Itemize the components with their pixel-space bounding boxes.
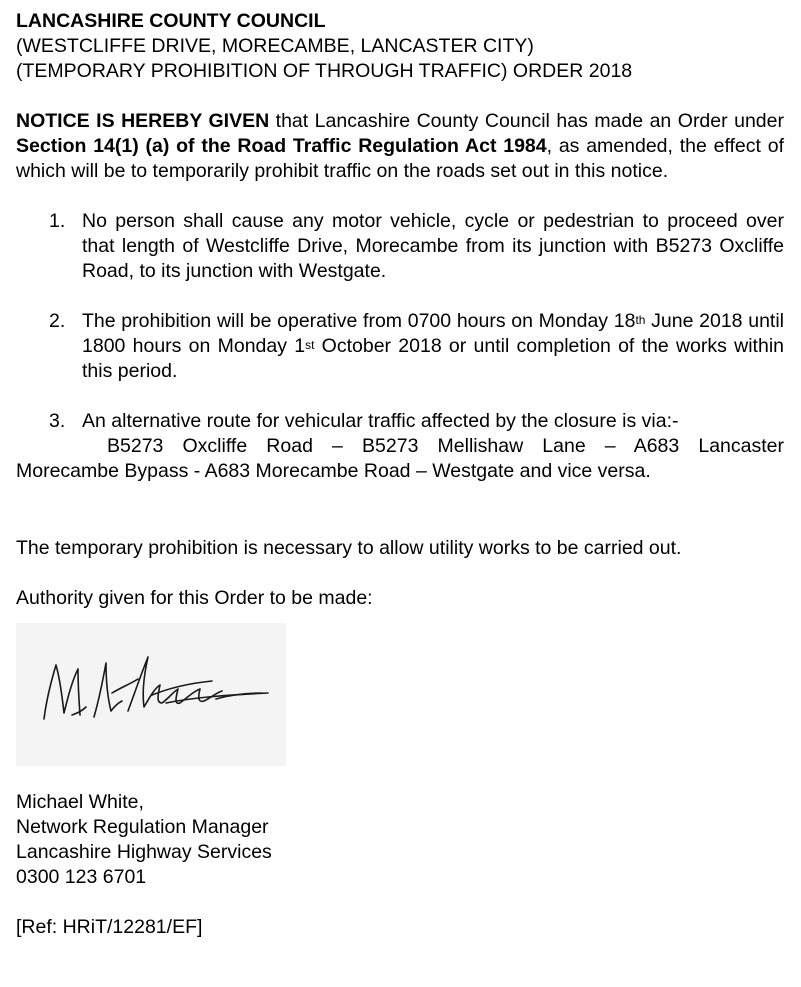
item-number: 1. [49, 210, 66, 232]
signature-image [16, 623, 286, 766]
notice-section: Section 14(1) (a) of the Road Traffic Regulation Act 1984 [16, 135, 547, 157]
council-title: LANCASHIRE COUNTY COUNCIL [16, 10, 326, 32]
signatory-phone: 0300 123 6701 [16, 866, 147, 888]
notice-text-2: , as amended, the effect of which will be to temporarily prohibit traffic on the roads set out in this notice. [16, 135, 784, 182]
item-text-part-1: The prohibition will be operative from 0700 hours on Monday 18 [82, 310, 636, 332]
order-item [16, 409, 784, 434]
item-number: 3. [49, 410, 66, 432]
notice-paragraph [16, 109, 784, 184]
reference: [Ref: HRiT/12281/EF] [16, 916, 203, 938]
order-item [16, 309, 784, 384]
order-items [16, 209, 784, 434]
signatory-organisation: Lancashire Highway Services [16, 841, 272, 863]
item-text-part-3: October 2018 or until completion of the works within this period. [82, 335, 784, 382]
signatory-name: Michael White, [16, 791, 144, 813]
route-line-1: B5273 Oxcliffe Road – B5273 Mellishaw Lane – A683 Lancaster [107, 435, 784, 457]
item-text: No person shall cause any motor vehicle, cycle or pedestrian to proceed over that length of Westcliffe Drive, Morecambe from its junction with B5273 Oxcliffe Road, to its junction with Westgate. [82, 210, 784, 282]
ordinal-suffix: th [635, 313, 646, 327]
signatory-block [16, 790, 784, 890]
reason-paragraph: The temporary prohibition is necessary to allow utility works to be carried out. [16, 537, 682, 559]
item-text: An alternative route for vehicular traffic affected by the closure is via:- [82, 410, 679, 432]
signature-icon [16, 623, 286, 766]
order-location: (WESTCLIFFE DRIVE, MORECAMBE, LANCASTER CITY) [16, 35, 534, 57]
authority-line: Authority given for this Order to be made: [16, 587, 373, 609]
order-item [16, 209, 784, 284]
ordinal-suffix: st [305, 338, 315, 352]
item-text-part-2: June 2018 until 1800 hours on Monday 1 [82, 310, 784, 357]
item-number: 2. [49, 310, 66, 332]
notice-document [16, 9, 784, 940]
notice-lead: NOTICE IS HEREBY GIVEN [16, 110, 270, 132]
order-title: (TEMPORARY PROHIBITION OF THROUGH TRAFFIC) ORDER 2018 [16, 60, 633, 82]
route-line-2: Morecambe Bypass - A683 Morecambe Road – Westgate and vice versa. [16, 460, 651, 482]
signatory-role: Network Regulation Manager [16, 816, 269, 838]
notice-text-1: that Lancashire County Council has made an Order under [269, 110, 784, 132]
